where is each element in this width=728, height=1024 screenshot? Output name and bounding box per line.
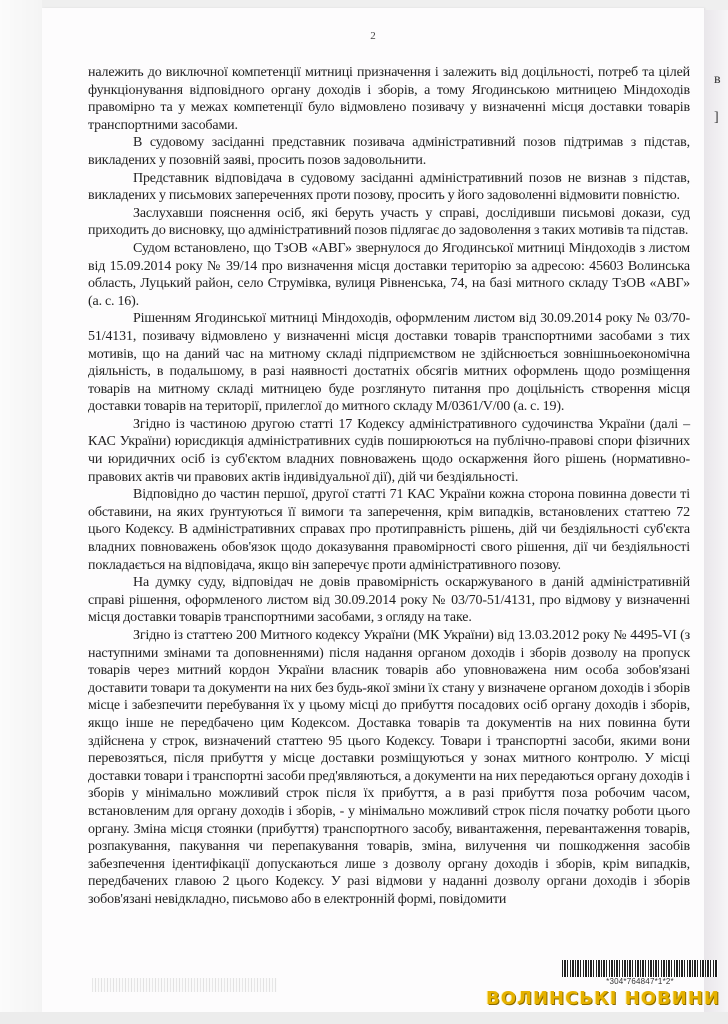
paragraph: Представник відповідача в судовому засіданні адміністративний позов не визнав з підстав, викладених у письмових запереченнях проти позову, просить у його задоволенні відмовити повністю. — [88, 170, 690, 204]
watermark-logo: ВОЛИНСЬКІ НОВИНИ — [486, 988, 720, 1009]
barcode — [562, 960, 718, 986]
document-body — [88, 64, 690, 909]
document-page — [42, 8, 704, 1012]
scan-bottom-edge — [0, 1012, 728, 1024]
next-page-fragment: в — [714, 72, 721, 87]
page-number: 2 — [370, 30, 376, 42]
barcode-bars — [562, 960, 718, 977]
next-page-edge — [704, 10, 728, 1012]
paragraph: Рішенням Ягодинської митниці Міндоходів, оформленим листом від 30.09.2014 року № 03/70-51/4131, позивачу відмовлено у визначенні місця доставки товарів транспортними засобами з тих мотивів, що на даний час на митному складі підприємством не здійснюється зовнішньоекономічна діяльність, в подальшому, в разі наявності достатніх обсягів митних оформлень щодо розміщення товарів на митному складі митницею буде розглянуто питання про доцільність створення місця доставки товарів на території, прилеглої до митного складу М/0361/V/00 (а. с. 19). — [88, 311, 690, 415]
barcode-number: *304*764847*1*2* — [606, 977, 674, 986]
paragraph: В судовому засіданні представник позивача адміністративний позов підтримав з підстав, викладених у позовній заяві, просить позов задовольнити. — [88, 135, 690, 168]
paragraph: На думку суду, відповідач не довів правомірність оскаржуваного в даній адміністративній справі рішення, оформленого листом від 30.09.2014 року № 03/70-51/4131, про відмову у визначенні місця доставки товарів транспортними засобами, з огляду на таке. — [88, 575, 690, 626]
paragraph: Згідно із частиною другою статті 17 Кодексу адміністративного судочинства України (далі – КАС України) юрисдикція адміністративних судів поширюються на публічно-правові спори фізичних чи юридичних осіб із суб'єктом владних повноважень щодо оскарження його рішень (нормативно-правових актів чи правових актів індивідуальної дії), дій чи бездіяльності. — [88, 416, 690, 485]
paragraph: Судом встановлено, що ТзОВ «АВГ» звернулося до Ягодинської митниці Міндоходів з листом від 15.09.2014 року № 39/14 про визначення місця доставки територію за адресою: 45603 Волинська область, Луцький район, село Струмівка, вулиця Рівненська, 74, на базі митного складу ТзОВ «АВГ» (а. с. 16). — [88, 240, 690, 309]
paragraph: належить до виключної компетенції митниці призначення і залежить від доцільності, потреб та цілей функціонування відповідного органу доходів і зборів, а тому Ягодинською митницею Міндоходів правомірно та у межах компетенції було відмовлено позивачу у визначенні місця доставки товарів транспортними засобами. — [88, 65, 690, 133]
bleed-through-barcode — [92, 978, 277, 992]
paragraph: Заслухавши пояснення осіб, які беруть участь у справі, дослідивши письмові докази, суд приходить до висновку, що адміністративний позов підлягає до задоволення з таких мотивів та підстав. — [88, 205, 690, 239]
paragraph: Згідно із статтею 200 Митного кодексу України (МК України) від 13.03.2012 року № 4495-VI (з наступними змінами та доповненнями) після надання органом доходів і зборів дозволу на пропуск товарів через митний кордон України власник товарів або уповноважена ним особа зобов'язані доставити товари та документи на них без будь-якої зміни їх стану у визначене органом доходів і зборів місце і забезпечити перебування їх у цьому місці до прибуття посадових осіб органу доходів і зборів, якщо інше не передбачено цим Кодексом. Доставка товарів та документів на них повинна бути здійснена у строк, визначений статтею 95 цього Кодексу. Товари і транспортні засоби, якими вони перевозяться, після прибуття у місце доставки розміщуються у зонах митного контролю. У місці доставки товари і транспортні засоби пред'являються, а документи на них передаються органу доходів і зборів у мінімально можливий строк після їх прибуття, а в разі прибуття поза робочим часом, встановленим для органу доходів і зборів, - у мінімально можливий строк після початку роботи цього органу. Зміна місця стоянки (прибуття) транспортного засобу, вивантаження, перевантаження товарів, розпакування, пакування чи перепакування товарів, зміна, вилучення чи пошкодження засобів забезпечення ідентифікації допускаються лише з дозволу органу доходів і зборів, крім випадків, передбачених главою 2 цього Кодексу. У разі відмови у наданні дозволу органи доходів і зборів зобов'язані невідкладно, письмово або в електронній формі, повідомити — [88, 628, 690, 907]
paragraph: Відповідно до частин першої, другої статті 71 КАС України кожна сторона повинна довести ті обставини, на яких ґрунтуються її вимоги та заперечення, крім випадків, встановлених статтею 72 цього Кодексу. В адміністративних справах про протиправність рішень, дій чи бездіяльності суб'єкта владних повноважень обов'язок щодо доказування правомірності свого рішення, дії чи бездіяльності покладається на відповідача, якщо він заперечує проти адміністративного позову. — [88, 487, 690, 573]
next-page-fragment: ] — [714, 110, 719, 125]
scan-left-margin — [0, 0, 42, 1024]
